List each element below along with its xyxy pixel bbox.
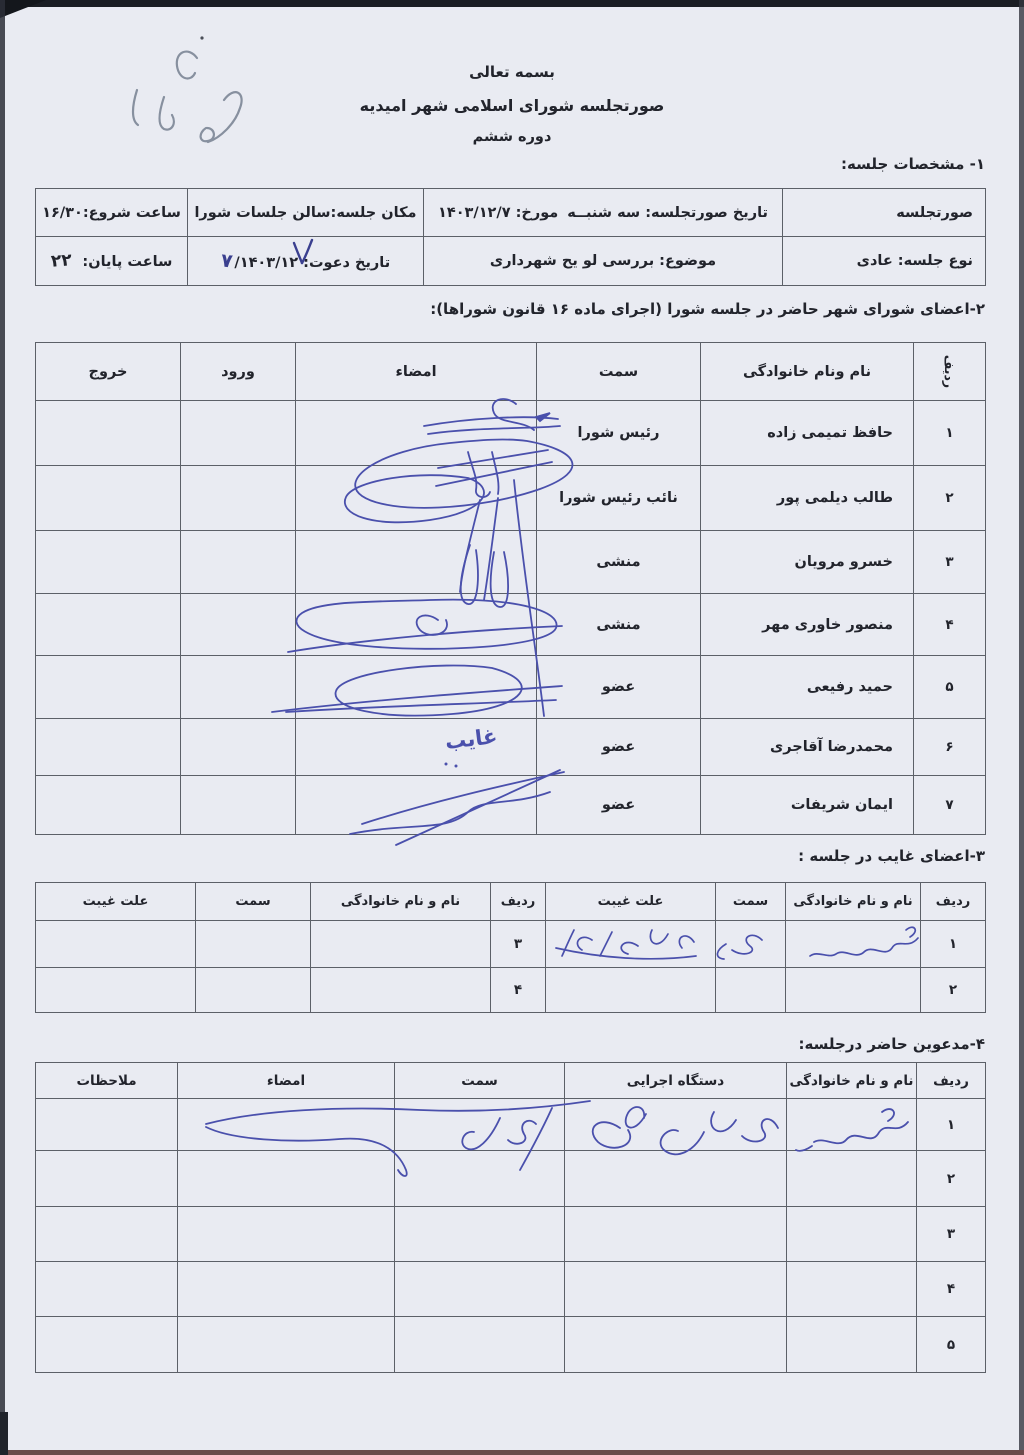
start-time-cell: ساعت شروع:۱۶/۳۰ [36,189,188,237]
row-number: ۵ [917,1317,986,1373]
invitee-signature-cell [178,1207,395,1262]
col-header-row: ردیف [921,883,986,921]
entry-cell [181,656,296,719]
table-row [36,968,986,1013]
table-row [36,466,986,531]
table-row [36,656,986,719]
exit-cell [36,401,181,466]
invitee-name-cell [787,1151,917,1207]
section4-title: ۴-مدعوین حاضر درجلسه: [798,1035,985,1053]
table-row [36,1207,986,1262]
absent-reason-cell [36,968,196,1013]
member-position: عضو [537,719,701,776]
absent-reason-cell [546,921,716,968]
exit-cell [36,776,181,835]
col-header-notes: ملاحظات [36,1063,178,1099]
handwritten-absent-note: غایب [443,723,499,755]
section1-title: ۱- مشخصات جلسه: [841,155,985,173]
present-members-table [35,342,986,835]
col-header-position: سمت [716,883,786,921]
absent-reason-cell [546,968,716,1013]
invitee-agency-cell [565,1099,787,1151]
absent-members-table [35,882,986,1013]
col-header-name: نام و نام خانوادگی [311,883,491,921]
minutes-label-cell: صورتجلسه [783,189,986,237]
invitee-position-cell [395,1151,565,1207]
row-number: ۱ [917,1099,986,1151]
table-row [36,1099,986,1151]
session-type-cell: نوع جلسه: عادی [783,237,986,286]
invitee-signature-cell [178,1151,395,1207]
invitee-notes-cell [36,1099,178,1151]
exit-cell [36,466,181,531]
section2-title: ۲-اعضای شورای شهر حاضر در جلسه شورا (اجرای ماده ۱۶ قانون شوراها): [430,300,985,318]
col-header-exit: خروج [36,343,181,401]
exit-cell [36,656,181,719]
absent-position-cell [196,968,311,1013]
col-header-signature: امضاء [296,343,537,401]
absent-reason-cell [36,921,196,968]
absent-position-cell [716,968,786,1013]
invitee-position-cell [395,1317,565,1373]
table-row [36,531,986,594]
minutes-date-cell [424,189,783,237]
row-number: ۷ [914,776,986,835]
invitee-name-cell [787,1317,917,1373]
absent-name-cell [786,921,921,968]
table-row [36,1151,986,1207]
table-row [36,921,986,968]
invitees-table [35,1062,986,1373]
col-header-position: سمت [196,883,311,921]
col-header-agency: دستگاه اجرایی [565,1063,787,1099]
col-header-signature: امضاء [178,1063,395,1099]
dated-text: مورخ: ۱۴۰۳/۱۲/۷ [438,204,559,221]
row-number: ۶ [914,719,986,776]
signature-cell [296,776,537,835]
page-subtitle: دوره ششم [472,129,552,145]
member-position: عضو [537,656,701,719]
invitee-name-cell [787,1262,917,1317]
col-header-position: سمت [395,1063,565,1099]
row-number: ۴ [914,594,986,656]
col-header-reason: علت غیبت [546,883,716,921]
exit-cell [36,594,181,656]
table-row [36,1262,986,1317]
col-header-name: نام و نام خانوادگی [786,883,921,921]
scan-edge-bottom-left [0,1412,8,1455]
entry-cell [181,466,296,531]
row-number: ۱ [914,401,986,466]
invitee-notes-cell [36,1151,178,1207]
row-number: ۳ [914,531,986,594]
absent-name-cell [311,921,491,968]
exit-cell [36,531,181,594]
invitee-agency-cell [565,1151,787,1207]
member-name: ایمان شریفات [701,776,914,835]
invitee-signature-cell [178,1317,395,1373]
col-header-reason: علت غیبت [36,883,196,921]
invitee-position-cell [395,1262,565,1317]
subject-cell: موضوع: بررسی لو یح شهرداری [424,237,783,286]
page-title: صورتجلسه شورای اسلامی شهر امیدیه [359,96,665,115]
table-row [36,594,986,656]
invitee-agency-cell [565,1262,787,1317]
invitee-name-cell [787,1207,917,1262]
invitee-agency-cell [565,1207,787,1262]
scan-edge-bottom [0,1450,1024,1455]
member-position: رئیس شورا [537,401,701,466]
scan-edge-top-wedge [0,0,46,18]
end-time-label: ساعت پایان: [82,254,173,270]
table-row [36,401,986,466]
row-number: ۲ [917,1151,986,1207]
row-number: ۴ [917,1262,986,1317]
invitee-signature-cell [178,1099,395,1151]
member-position: منشی [537,531,701,594]
absent-name-cell [786,968,921,1013]
absent-position-cell [716,921,786,968]
invitee-signature-cell [178,1262,395,1317]
row-number: ۱ [921,921,986,968]
bismillah-text: بسمه تعالی [469,63,555,81]
invitee-position-cell [395,1099,565,1151]
absent-name-cell [311,968,491,1013]
member-name: خسرو مرویان [701,531,914,594]
col-header-name: نام و نام خانوادگی [787,1063,917,1099]
invite-date-label: تاریخ دعوت: ۱۴۰۳/۱۲/ [234,255,391,271]
table-row [36,1317,986,1373]
invitee-agency-cell [565,1317,787,1373]
location-cell: مکان جلسه:سالن جلسات شورا [188,189,424,237]
section3-title: ۳-اعضای غایب در جلسه : [798,847,985,865]
invite-date-cell [188,237,424,286]
signature-cell [296,719,537,776]
col-header-entry: ورود [181,343,296,401]
row-number: ۵ [914,656,986,719]
signature-cell [296,466,537,531]
col-header-position: سمت [537,343,701,401]
scan-edge-top [0,0,1024,7]
member-position: عضو [537,776,701,835]
end-time-value: ۲۲ [49,250,73,272]
invitee-position-cell [395,1207,565,1262]
end-time-cell [36,237,188,286]
entry-cell [181,401,296,466]
row-number: ۳ [917,1207,986,1262]
scan-edge-left [0,0,5,1455]
minutes-date-text: تاریخ صورتجلسه: سه شنبــه [567,204,768,221]
col-header-row: ردیف [917,1063,986,1099]
invitee-notes-cell [36,1317,178,1373]
row-number: ۲ [921,968,986,1013]
row-number: ۳ [491,921,546,968]
invitee-notes-cell [36,1207,178,1262]
exit-cell [36,719,181,776]
entry-cell [181,776,296,835]
col-header-row: ردیف [491,883,546,921]
col-header-row: ردیف [914,343,986,401]
absent-position-cell [196,921,311,968]
entry-cell [181,531,296,594]
entry-cell [181,719,296,776]
table-row [36,776,986,835]
scan-edge-right [1019,0,1024,1455]
invite-date-handwritten-seven: ۷ [219,249,234,273]
member-name: منصور خاوری مهر [701,594,914,656]
signature-cell [296,594,537,656]
signature-cell [296,531,537,594]
table-row [36,719,986,776]
meeting-specs-table [35,188,986,286]
row-number: ۴ [491,968,546,1013]
row-number: ۲ [914,466,986,531]
member-name: محمدرضا آقاجری [701,719,914,776]
invitee-notes-cell [36,1262,178,1317]
member-name: حافظ تمیمی زاده [701,401,914,466]
member-position: نائب رئیس شورا [537,466,701,531]
signature-cell [296,401,537,466]
corner-note-scribble-ink [133,36,242,142]
col-header-name: نام ونام خانوادگی [701,343,914,401]
member-position: منشی [537,594,701,656]
signature-cell [296,656,537,719]
entry-cell [181,594,296,656]
member-name: حمید رفیعی [701,656,914,719]
member-name: طالب دیلمی پور [701,466,914,531]
invitee-name-cell [787,1099,917,1151]
